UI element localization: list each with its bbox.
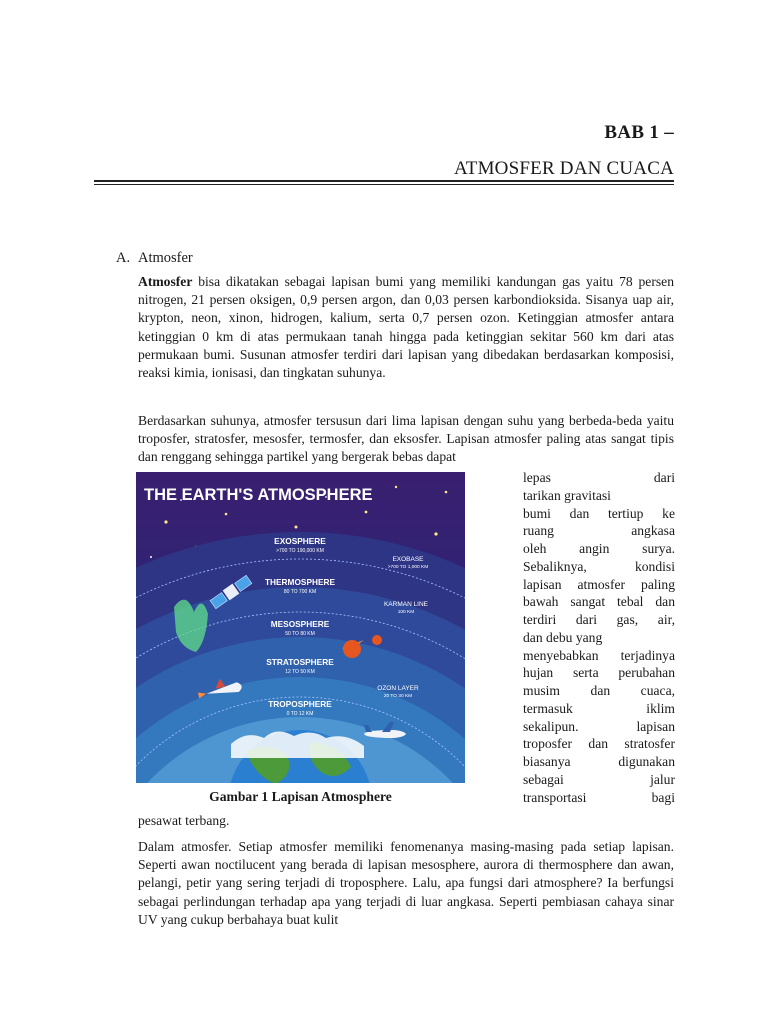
- title-rule-thick: [94, 180, 674, 182]
- figure-earth-atmosphere: [136, 472, 465, 783]
- paragraph-atmosfer-definition: [138, 273, 674, 382]
- boundary-exobase-name: EXOBASE: [392, 556, 424, 563]
- layer-stratosphere-name: STRATOSPHERE: [266, 657, 334, 667]
- chapter-title: ATMOSFER DAN CUACA: [453, 158, 674, 179]
- side-line: troposfer dan stratosfer: [523, 736, 675, 752]
- boundary-karman-range: 100 KM: [397, 610, 415, 615]
- side-column: [523, 469, 675, 806]
- section-title: Atmosfer: [138, 250, 193, 266]
- side-line: sebagai jalur: [523, 771, 675, 787]
- side-line: biasanya digunakan: [523, 754, 675, 769]
- figure-caption: Gambar 1 Lapisan Atmosphere: [209, 789, 392, 804]
- paragraph-layers: Berdasarkan suhunya, atmosfer tersusun dari lima lapisan dengan suhu yang berbeda-beda yaitu troposfer, stratosfer, mesosfer, termosfer, dan eksosfer. Lapisan atmosfer paling atas sangat tipis dan renggang sehingga partikel yang bergerak bebas dapat: [138, 413, 674, 465]
- layer-exosphere-name: EXOSPHERE: [274, 536, 326, 546]
- layer-troposphere-range: 0 TO 12 KM: [286, 711, 314, 717]
- atmosphere-illustration: [136, 472, 465, 783]
- layer-thermosphere-name: THERMOSPHERE: [264, 577, 336, 587]
- boundary-ozon-range: 20 TO 30 KM: [383, 694, 413, 699]
- boundary-ozon-name: OZON LAYER: [377, 685, 419, 692]
- side-line: oleh angin surya.: [523, 541, 675, 556]
- side-line: sekalipun. lapisan: [523, 718, 675, 734]
- side-line: bawah sangat tebal dan: [523, 594, 675, 610]
- side-line: dan debu yang: [523, 629, 603, 645]
- layer-stratosphere-range: 12 TO 50 KM: [285, 669, 315, 675]
- side-line: transportasi bagi: [523, 789, 675, 805]
- side-line: terdiri dari gas, air,: [523, 612, 675, 627]
- side-line: bumi dan tertiup ke: [523, 505, 675, 521]
- layer-troposphere-name: TROPOSPHERE: [268, 699, 332, 709]
- layer-mesosphere-name: MESOSPHERE: [270, 619, 330, 629]
- side-line: lepas dari: [523, 470, 675, 485]
- side-line: lapisan atmosfer paling: [523, 576, 675, 592]
- section-heading: [116, 250, 193, 267]
- side-line: Sebaliknya, kondisi: [523, 558, 675, 574]
- side-line: ruang angkasa: [523, 523, 675, 539]
- term-atmosfer: Atmosfer: [138, 274, 193, 289]
- side-line: tarikan gravitasi: [523, 487, 611, 503]
- paragraph-1-body: bisa dikatakan sebagai lapisan bumi yang memiliki kandungan gas yaitu 78 persen nitrogen, 21 persen oksigen, 0,9 persen argon, dan 0,03 persen karbondioksida. Sisanya uap air, krypton, neon, xinon, hidrogen, kalium, serta 0,7 persen ozon. Ketinggian atmosfer antara ketinggian 0 km di atas permukaan tanah hingga pada ketinggian sekitar 560 km dari atas permukaan bumi. Susunan atmosfer terdiri dari lapisan yang dibedakan berdasarkan komposisi, reaksi kimia, ionisasi, dan tingkatan suhunya.: [138, 274, 674, 381]
- layer-thermosphere-range: 80 TO 700 KM: [283, 589, 317, 595]
- side-line: musim dan cuaca,: [523, 683, 675, 698]
- layer-exosphere-range: >700 TO 190,000 KM: [276, 548, 324, 554]
- boundary-karman-name: KARMAN LINE: [383, 601, 429, 608]
- section-letter: A.: [116, 250, 131, 266]
- title-rule-thin: [94, 184, 674, 185]
- side-line: hujan serta perubahan: [523, 665, 675, 681]
- layer-mesosphere-range: 50 TO 80 KM: [285, 631, 315, 637]
- side-line: termasuk iklim: [523, 700, 675, 716]
- figure-title: THE EARTH'S ATMOSPHERE: [144, 486, 373, 504]
- side-line: menyebabkan terjadinya: [523, 647, 675, 663]
- boundary-exobase-range: >700 TO 1,000 KM: [387, 565, 429, 570]
- paragraph-tail: pesawat terbang.: [138, 813, 230, 828]
- paragraph-phenomena: Dalam atmosfer. Setiap atmosfer memiliki fenomenanya masing-masing pada setiap lapisan. Seperti awan noctilucent yang berada di lapisan mesosphere, aurora di thermosphere dan awan, pelangi, petir yang sering terjadi di troposphere. Lalu, apa fungsi dari atmosphere? Ia berfungsi sebagai perlindungan terhadap apa yang terjadi di luar angkasa. Seperti pembiasan cahaya sinar UV yang cukup berbahaya buat kulit: [138, 839, 674, 927]
- chapter-number: BAB 1 –: [604, 122, 674, 143]
